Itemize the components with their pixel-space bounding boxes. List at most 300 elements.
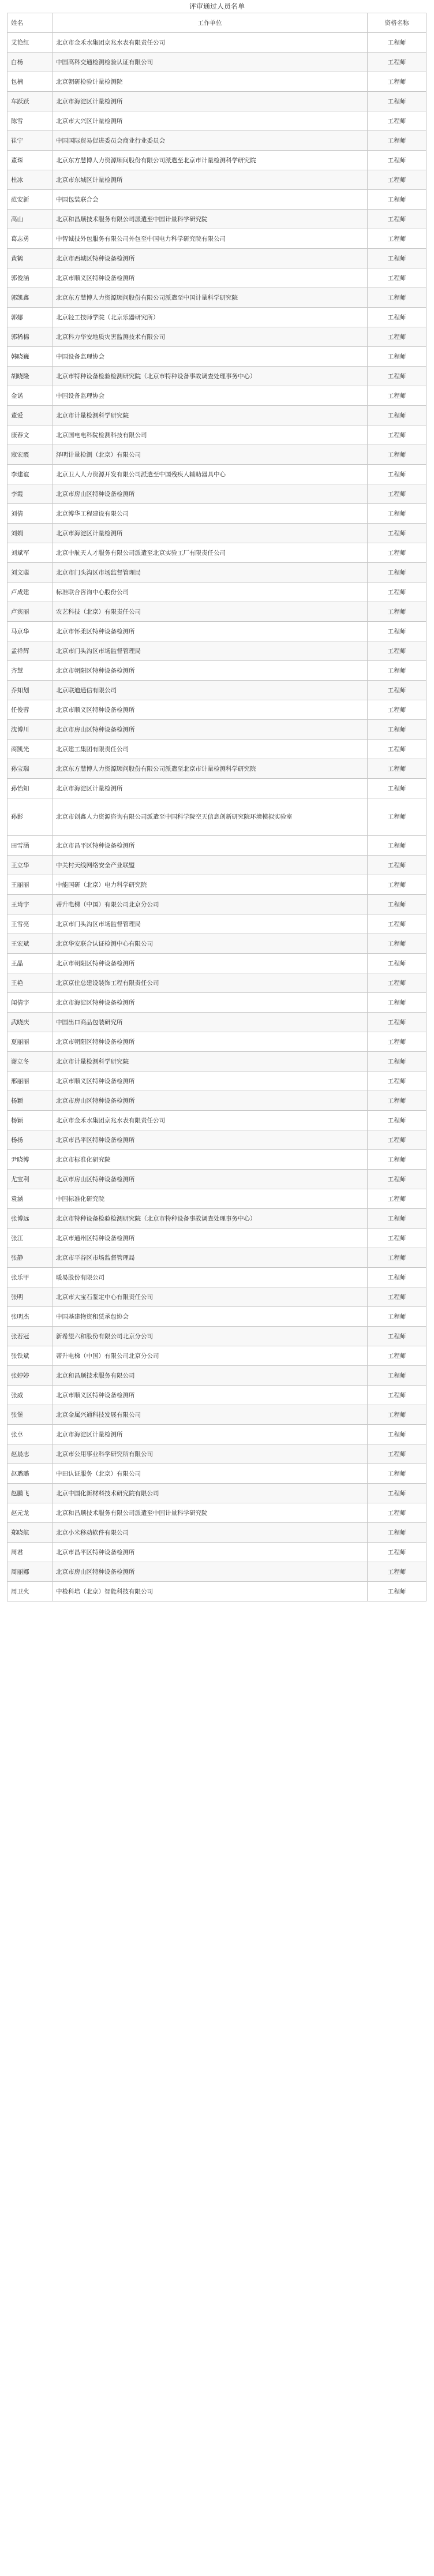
cell-name: 卢宾丽 — [8, 602, 53, 622]
table-row — [8, 327, 426, 347]
table-row — [8, 1386, 426, 1405]
table-row — [8, 661, 426, 681]
table-row — [8, 856, 426, 875]
cell-qualification: 工程师 — [368, 72, 426, 92]
cell-name: 乔知划 — [8, 681, 53, 700]
cell-unit: 北京市房山区特种设备检测所 — [53, 484, 368, 504]
table-row — [8, 524, 426, 543]
cell-qualification: 工程师 — [368, 308, 426, 327]
table-row — [8, 1072, 426, 1091]
cell-qualification: 工程师 — [368, 934, 426, 954]
cell-unit: 北京市朝阳区特种设备检测所 — [53, 954, 368, 973]
cell-unit: 中国基建物资租赁承包协会 — [53, 1307, 368, 1327]
cell-name: 艾艳红 — [8, 33, 53, 53]
cell-unit: 北京市标准化研究院 — [53, 1150, 368, 1170]
cell-qualification: 工程师 — [368, 836, 426, 856]
cell-unit: 中国出口商品包装研究所 — [53, 1013, 368, 1032]
cell-name: 周卫火 — [8, 1582, 53, 1601]
table-row — [8, 1405, 426, 1425]
table-row — [8, 602, 426, 622]
table-row — [8, 1052, 426, 1072]
table-row — [8, 131, 426, 151]
cell-qualification: 工程师 — [368, 895, 426, 914]
cell-unit: 北京市大兴区计量检测所 — [53, 111, 368, 131]
cell-unit: 泽明计量检测（北京）有限公司 — [53, 445, 368, 465]
cell-qualification: 工程师 — [368, 210, 426, 229]
cell-name: 金诺 — [8, 386, 53, 406]
cell-unit: 北京市海淀区计量检测所 — [53, 1425, 368, 1444]
table-row — [8, 151, 426, 170]
cell-name: 张铁斌 — [8, 1346, 53, 1366]
cell-qualification: 工程师 — [368, 1091, 426, 1111]
table-row — [8, 798, 426, 836]
cell-qualification: 工程师 — [368, 268, 426, 288]
cell-unit: 北京轻工技师学院（北京乐器研究所） — [53, 308, 368, 327]
cell-qualification: 工程师 — [368, 327, 426, 347]
table-row — [8, 1444, 426, 1464]
table-row — [8, 1013, 426, 1032]
cell-name: 邢丽丽 — [8, 1072, 53, 1091]
cell-unit: 北京市房山区特种设备检测所 — [53, 720, 368, 740]
table-row — [8, 1307, 426, 1327]
cell-unit: 北京市通州区特种设备检测所 — [53, 1229, 368, 1248]
column-header-qualification: 资格名称 — [368, 13, 426, 33]
cell-name: 陈雪 — [8, 111, 53, 131]
cell-unit: 北京京住总建设装饰工程有限责任公司 — [53, 973, 368, 993]
cell-unit: 北京中国化新材料技术研究院有限公司 — [53, 1484, 368, 1503]
cell-qualification: 工程师 — [368, 1582, 426, 1601]
cell-name: 张堡 — [8, 1405, 53, 1425]
cell-name: 葛志勇 — [8, 229, 53, 249]
cell-unit: 北京市朝阳区特种设备检测所 — [53, 1032, 368, 1052]
cell-name: 王丽丽 — [8, 875, 53, 895]
cell-name: 张婷婷 — [8, 1366, 53, 1386]
cell-name: 李霞 — [8, 484, 53, 504]
table-row — [8, 1032, 426, 1052]
cell-qualification: 工程师 — [368, 641, 426, 661]
cell-qualification: 工程师 — [368, 914, 426, 934]
cell-name: 卢成建 — [8, 583, 53, 602]
cell-name: 董爱 — [8, 406, 53, 425]
cell-qualification: 工程师 — [368, 856, 426, 875]
cell-name: 王晶 — [8, 954, 53, 973]
cell-unit: 北京和昌顺技术服务有限公司派遣至中国计量科学研究院 — [53, 1503, 368, 1523]
cell-qualification: 工程师 — [368, 1072, 426, 1091]
cell-qualification: 工程师 — [368, 973, 426, 993]
cell-unit: 中国设备监理协会 — [53, 386, 368, 406]
cell-unit: 标准联合咨询中心股份公司 — [53, 583, 368, 602]
table-row — [8, 954, 426, 973]
table-row — [8, 641, 426, 661]
cell-qualification: 工程师 — [368, 367, 426, 386]
cell-qualification: 工程师 — [368, 504, 426, 524]
table-row — [8, 779, 426, 798]
table-row — [8, 367, 426, 386]
cell-name: 任俊蓉 — [8, 700, 53, 720]
cell-qualification: 工程师 — [368, 740, 426, 759]
cell-unit: 中智诚技外包服务有限公司外包至中国电力科学研究院有限公司 — [53, 229, 368, 249]
cell-qualification: 工程师 — [368, 1307, 426, 1327]
cell-name: 齐慧 — [8, 661, 53, 681]
table-row — [8, 504, 426, 524]
cell-name: 范安新 — [8, 190, 53, 210]
table-header-row — [8, 13, 426, 33]
cell-qualification: 工程师 — [368, 131, 426, 151]
table-row — [8, 53, 426, 72]
cell-unit: 北京科力华安地质灾害监测技术有限公司 — [53, 327, 368, 347]
cell-name: 包楠 — [8, 72, 53, 92]
cell-qualification: 工程师 — [368, 1386, 426, 1405]
table-row — [8, 190, 426, 210]
cell-name: 郭俊涵 — [8, 268, 53, 288]
cell-name: 赵鹏飞 — [8, 1484, 53, 1503]
cell-unit: 北京市昌平区特种设备检测所 — [53, 1130, 368, 1150]
cell-qualification: 工程师 — [368, 92, 426, 111]
cell-qualification: 工程师 — [368, 1229, 426, 1248]
cell-unit: 北京市朝阳区特种设备检测所 — [53, 661, 368, 681]
cell-qualification: 工程师 — [368, 1013, 426, 1032]
cell-name: 杜冰 — [8, 170, 53, 190]
table-row — [8, 249, 426, 268]
cell-name: 张若冠 — [8, 1327, 53, 1346]
table-row — [8, 895, 426, 914]
cell-name: 孙影 — [8, 798, 53, 836]
cell-unit: 北京建工集团有限责任公司 — [53, 740, 368, 759]
table-row — [8, 1209, 426, 1229]
table-row — [8, 1111, 426, 1130]
cell-name: 孟祥辉 — [8, 641, 53, 661]
cell-qualification: 工程师 — [368, 524, 426, 543]
cell-unit: 北京市顺义区特种设备检测所 — [53, 1072, 368, 1091]
table-row — [8, 543, 426, 563]
cell-qualification: 工程师 — [368, 1327, 426, 1346]
cell-unit: 新希望六和股份有限公司北京分公司 — [53, 1327, 368, 1346]
cell-name: 李建谊 — [8, 465, 53, 484]
table-row — [8, 288, 426, 308]
cell-qualification: 工程师 — [368, 1268, 426, 1287]
cell-unit: 北京市创鑫人力资源咨询有限公司派遣至中国科学院空天信息创新研究院环境模拟实验室 — [53, 798, 368, 836]
table-row — [8, 1523, 426, 1543]
cell-qualification: 工程师 — [368, 798, 426, 836]
cell-unit: 北京市海淀区计量检测所 — [53, 779, 368, 798]
cell-unit: 北京金属兴通科技发展有限公司 — [53, 1405, 368, 1425]
table-row — [8, 1327, 426, 1346]
cell-qualification: 工程师 — [368, 170, 426, 190]
cell-unit: 北京市房山区特种设备检测所 — [53, 1562, 368, 1582]
cell-qualification: 工程师 — [368, 1562, 426, 1582]
cell-name: 张卓 — [8, 1425, 53, 1444]
table-row — [8, 72, 426, 92]
cell-unit: 北京市计量检测科学研究院 — [53, 1052, 368, 1072]
cell-qualification: 工程师 — [368, 484, 426, 504]
table-row — [8, 92, 426, 111]
table-row — [8, 681, 426, 700]
cell-name: 郭凯鑫 — [8, 288, 53, 308]
cell-unit: 北京市顺义区特种设备检测所 — [53, 1386, 368, 1405]
table-row — [8, 583, 426, 602]
cell-name: 王立华 — [8, 856, 53, 875]
cell-name: 张乐甲 — [8, 1268, 53, 1287]
table-row — [8, 1346, 426, 1366]
table-row — [8, 1484, 426, 1503]
cell-unit: 北京朝研检验计量检测院 — [53, 72, 368, 92]
cell-name: 沈博川 — [8, 720, 53, 740]
cell-name: 张博远 — [8, 1209, 53, 1229]
cell-qualification: 工程师 — [368, 759, 426, 779]
table-row — [8, 759, 426, 779]
table-row — [8, 308, 426, 327]
cell-unit: 中能国研（北京）电力科学研究院 — [53, 875, 368, 895]
cell-qualification: 工程师 — [368, 406, 426, 425]
cell-name: 刘倩 — [8, 504, 53, 524]
cell-name: 白杨 — [8, 53, 53, 72]
cell-name: 闻倩宇 — [8, 993, 53, 1013]
table-row — [8, 836, 426, 856]
cell-name: 郭娜 — [8, 308, 53, 327]
cell-qualification: 工程师 — [368, 229, 426, 249]
cell-unit: 北京联迪通信有限公司 — [53, 681, 368, 700]
cell-name: 袁涵 — [8, 1189, 53, 1209]
table-row — [8, 740, 426, 759]
cell-unit: 北京市大宝石鉴定中心有限责任公司 — [53, 1287, 368, 1307]
cell-name: 刘娟 — [8, 524, 53, 543]
cell-qualification: 工程师 — [368, 1366, 426, 1386]
table-row — [8, 1366, 426, 1386]
cell-name: 杨颖 — [8, 1111, 53, 1130]
cell-name: 郑晓航 — [8, 1523, 53, 1543]
cell-qualification: 工程师 — [368, 1444, 426, 1464]
cell-qualification: 工程师 — [368, 661, 426, 681]
cell-name: 张静 — [8, 1248, 53, 1268]
table-row — [8, 934, 426, 954]
cell-name: 武晓庆 — [8, 1013, 53, 1032]
cell-unit: 北京国电电科院检测科技有限公司 — [53, 425, 368, 445]
cell-qualification: 工程师 — [368, 1503, 426, 1523]
cell-unit: 北京市海淀区特种设备检测所 — [53, 993, 368, 1013]
cell-unit: 北京东方慧博人力资源顾问股份有限公司派遣至北京市计量检测科学研究院 — [53, 759, 368, 779]
cell-name: 周君 — [8, 1543, 53, 1562]
cell-unit: 北京市海淀区计量检测所 — [53, 92, 368, 111]
cell-name: 王宏斌 — [8, 934, 53, 954]
cell-unit: 北京市公用事业科学研究所有限公司 — [53, 1444, 368, 1464]
cell-name: 刘斌军 — [8, 543, 53, 563]
cell-qualification: 工程师 — [368, 543, 426, 563]
table-row — [8, 484, 426, 504]
cell-name: 张威 — [8, 1386, 53, 1405]
cell-unit: 北京市东城区计量检测所 — [53, 170, 368, 190]
table-row — [8, 1170, 426, 1189]
cell-unit: 北京市昌平区特种设备检测所 — [53, 836, 368, 856]
cell-name: 赵璐璐 — [8, 1464, 53, 1484]
cell-name: 赵晨志 — [8, 1444, 53, 1464]
table-row — [8, 1229, 426, 1248]
cell-unit: 北京市计量检测科学研究院 — [53, 406, 368, 425]
cell-qualification: 工程师 — [368, 445, 426, 465]
cell-unit: 蒂升电梯（中国）有限公司北京分公司 — [53, 1346, 368, 1366]
table-row — [8, 622, 426, 641]
cell-qualification: 工程师 — [368, 583, 426, 602]
table-row — [8, 875, 426, 895]
cell-qualification: 工程师 — [368, 249, 426, 268]
cell-unit: 北京市昌平区特种设备检测所 — [53, 1543, 368, 1562]
table-row — [8, 465, 426, 484]
cell-unit: 北京博华工程建设有限公司 — [53, 504, 368, 524]
cell-unit: 北京市金禾水集团京兆水表有限责任公司 — [53, 33, 368, 53]
cell-qualification: 工程师 — [368, 563, 426, 583]
cell-name: 车跃跃 — [8, 92, 53, 111]
cell-name: 胡晓隆 — [8, 367, 53, 386]
cell-name: 董琛 — [8, 151, 53, 170]
cell-unit: 北京小米移动软件有限公司 — [53, 1523, 368, 1543]
cell-name: 谢立冬 — [8, 1052, 53, 1072]
table-row — [8, 1130, 426, 1150]
cell-qualification: 工程师 — [368, 1425, 426, 1444]
cell-name: 孙怡知 — [8, 779, 53, 798]
cell-unit: 北京东方慧博人力资源顾问股份有限公司派遣至中国计量科学研究院 — [53, 288, 368, 308]
cell-unit: 中国高科交通检测检验认证有限公司 — [53, 53, 368, 72]
cell-qualification: 工程师 — [368, 151, 426, 170]
table-row — [8, 1503, 426, 1523]
cell-qualification: 工程师 — [368, 347, 426, 367]
cell-unit: 北京市房山区特种设备检测所 — [53, 1091, 368, 1111]
cell-qualification: 工程师 — [368, 954, 426, 973]
table-row — [8, 973, 426, 993]
cell-name: 王琦宇 — [8, 895, 53, 914]
cell-qualification: 工程师 — [368, 1189, 426, 1209]
table-row — [8, 1543, 426, 1562]
cell-unit: 北京市平谷区市场监督管理局 — [53, 1248, 368, 1268]
cell-name: 马京华 — [8, 622, 53, 641]
cell-unit: 北京东方慧博人力资源顾问股份有限公司派遣至北京市计量检测科学研究院 — [53, 151, 368, 170]
cell-unit: 暖易股份有限公司 — [53, 1268, 368, 1287]
cell-qualification: 工程师 — [368, 1523, 426, 1543]
cell-qualification: 工程师 — [368, 622, 426, 641]
cell-unit: 北京市西城区特种设备检测所 — [53, 249, 368, 268]
table-row — [8, 1268, 426, 1287]
cell-name: 尹晓博 — [8, 1150, 53, 1170]
cell-qualification: 工程师 — [368, 190, 426, 210]
cell-unit: 北京市门头沟区市场监督管理局 — [53, 563, 368, 583]
cell-qualification: 工程师 — [368, 779, 426, 798]
cell-unit: 北京和昌顺技术服务有限公司派遣至中国计量科学研究院 — [53, 210, 368, 229]
cell-name: 夏丽丽 — [8, 1032, 53, 1052]
table-row — [8, 1562, 426, 1582]
cell-qualification: 工程师 — [368, 1484, 426, 1503]
cell-unit: 北京市门头沟区市场监督管理局 — [53, 914, 368, 934]
cell-unit: 北京市门头沟区市场监督管理局 — [53, 641, 368, 661]
cell-unit: 北京市特种设备检验检测研究院（北京市特种设备事故调查处理事务中心） — [53, 1209, 368, 1229]
table-row — [8, 1582, 426, 1601]
cell-unit: 农艺科技（北京）有限责任公司 — [53, 602, 368, 622]
cell-qualification: 工程师 — [368, 602, 426, 622]
cell-qualification: 工程师 — [368, 465, 426, 484]
table-row — [8, 563, 426, 583]
table-row — [8, 347, 426, 367]
cell-name: 康春文 — [8, 425, 53, 445]
table-row — [8, 425, 426, 445]
cell-qualification: 工程师 — [368, 681, 426, 700]
cell-qualification: 工程师 — [368, 1543, 426, 1562]
cell-name: 尤宝利 — [8, 1170, 53, 1189]
table-row — [8, 1150, 426, 1170]
table-row — [8, 445, 426, 465]
cell-name: 杨颖 — [8, 1091, 53, 1111]
cell-qualification: 工程师 — [368, 1032, 426, 1052]
cell-qualification: 工程师 — [368, 33, 426, 53]
cell-qualification: 工程师 — [368, 1052, 426, 1072]
cell-unit: 中国设备监理协会 — [53, 347, 368, 367]
cell-name: 黄鹤 — [8, 249, 53, 268]
table-row — [8, 33, 426, 53]
cell-name: 王艳 — [8, 973, 53, 993]
cell-qualification: 工程师 — [368, 386, 426, 406]
table-row — [8, 111, 426, 131]
table-row — [8, 1189, 426, 1209]
table-row — [8, 386, 426, 406]
cell-name: 杨扬 — [8, 1130, 53, 1150]
cell-qualification: 工程师 — [368, 425, 426, 445]
cell-name: 赵元龙 — [8, 1503, 53, 1523]
cell-qualification: 工程师 — [368, 111, 426, 131]
cell-unit: 北京和昌顺技术服务有限公司 — [53, 1366, 368, 1386]
cell-qualification: 工程师 — [368, 53, 426, 72]
cell-qualification: 工程师 — [368, 1209, 426, 1229]
cell-name: 郭稀棉 — [8, 327, 53, 347]
cell-name: 崔宁 — [8, 131, 53, 151]
table-row — [8, 720, 426, 740]
cell-qualification: 工程师 — [368, 993, 426, 1013]
cell-unit: 中关村天线网络安全产业联盟 — [53, 856, 368, 875]
cell-qualification: 工程师 — [368, 1346, 426, 1366]
roster-body — [8, 33, 426, 1601]
cell-qualification: 工程师 — [368, 1130, 426, 1150]
cell-name: 张明 — [8, 1287, 53, 1307]
cell-qualification: 工程师 — [368, 1405, 426, 1425]
table-row — [8, 1091, 426, 1111]
table-row — [8, 1464, 426, 1484]
table-row — [8, 914, 426, 934]
cell-unit: 北京华安联合认证检测中心有限公司 — [53, 934, 368, 954]
table-row — [8, 268, 426, 288]
cell-unit: 北京市金禾水集团京兆水表有限责任公司 — [53, 1111, 368, 1130]
cell-name: 刘文聪 — [8, 563, 53, 583]
cell-qualification: 工程师 — [368, 1111, 426, 1130]
cell-name: 田雪涵 — [8, 836, 53, 856]
table-row — [8, 1248, 426, 1268]
cell-unit: 北京市房山区特种设备检测所 — [53, 1170, 368, 1189]
cell-unit: 中田认证服务（北京）有限公司 — [53, 1464, 368, 1484]
table-row — [8, 406, 426, 425]
cell-unit: 北京市海淀区计量检测所 — [53, 524, 368, 543]
cell-qualification: 工程师 — [368, 1464, 426, 1484]
cell-qualification: 工程师 — [368, 700, 426, 720]
cell-name: 韩晓巍 — [8, 347, 53, 367]
cell-unit: 北京市怀柔区特种设备检测所 — [53, 622, 368, 641]
column-header-name: 姓名 — [8, 13, 53, 33]
cell-unit: 中检科培（北京）智能科技有限公司 — [53, 1582, 368, 1601]
cell-name: 商凯光 — [8, 740, 53, 759]
roster-table — [7, 13, 426, 1601]
cell-name: 张江 — [8, 1229, 53, 1248]
cell-unit: 蒂升电梯（中国）有限公司北京分公司 — [53, 895, 368, 914]
cell-name: 周丽娜 — [8, 1562, 53, 1582]
table-row — [8, 993, 426, 1013]
cell-qualification: 工程师 — [368, 720, 426, 740]
table-row — [8, 1287, 426, 1307]
cell-qualification: 工程师 — [368, 875, 426, 895]
cell-unit: 北京卫人人力资源开发有限公司派遣至中国残疾人辅助器具中心 — [53, 465, 368, 484]
cell-qualification: 工程师 — [368, 288, 426, 308]
